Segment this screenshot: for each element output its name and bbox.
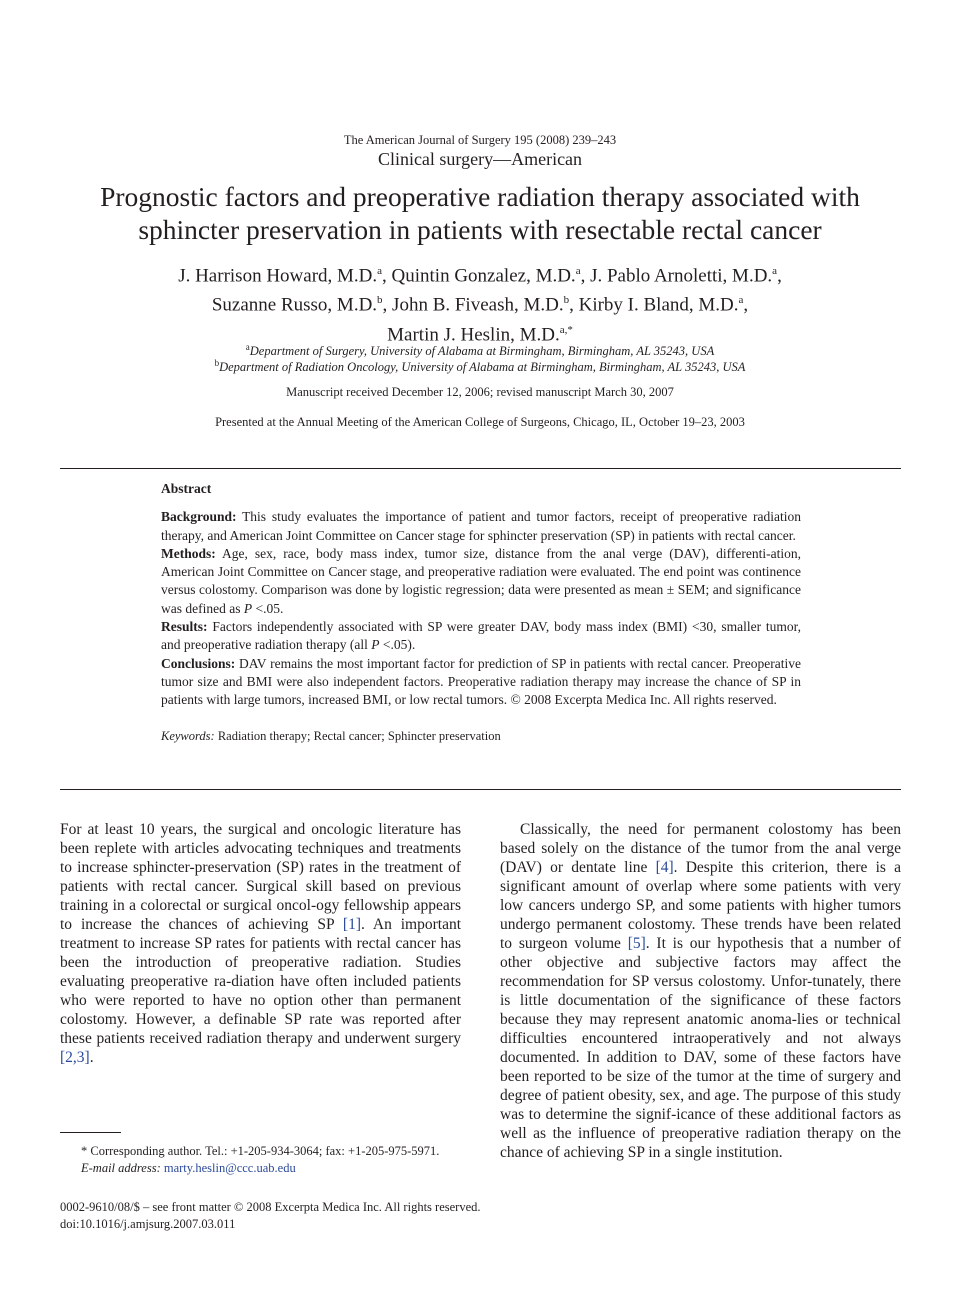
results-text: Factors independently associated with SP were greater DAV, body mass index (BMI) <30, smaller tumor, and preoperative radiation therapy (all	[161, 619, 801, 653]
author-affil: a	[772, 265, 778, 277]
affiliation-b-marker: b	[214, 358, 220, 368]
footnote	[60, 1143, 461, 1177]
abstract-background	[161, 508, 801, 545]
author-name: J. Pablo Arnoletti, M.D.	[590, 265, 773, 287]
citation-link[interactable]: [4]	[655, 859, 674, 876]
conclusions-label: Conclusions:	[161, 655, 236, 671]
abstract-heading: Abstract	[161, 481, 212, 496]
affiliation-a	[0, 342, 960, 359]
body-text: .	[89, 1049, 94, 1066]
article-title	[0, 180, 960, 246]
email-link[interactable]: marty.heslin@ccc.uab.edu	[163, 1161, 296, 1175]
results-threshold: <.05).	[382, 637, 416, 653]
citation-link[interactable]: [5]	[627, 935, 646, 952]
conclusions-text: DAV remains the most important factor for prediction of SP in patients with rectal cancer. Preoperative tumor size and BMI were also independent factors. Preoperative radiation therapy may increase the chance of SP in patients with large tumors, increased BMI, or low rectal tumors. © 2008 Excerpta Medica Inc. All rights reserved.	[161, 655, 801, 708]
author-affil: a	[377, 265, 383, 277]
affiliation-a-marker: a	[245, 342, 250, 352]
asterisk-icon: *	[567, 323, 573, 336]
affiliation-b	[0, 358, 960, 375]
author-affil: a	[575, 265, 581, 277]
journal-citation: The American Journal of Surgery 195 (2008) 239–243	[343, 133, 617, 147]
author-affil: b	[377, 294, 383, 307]
intro-paragraph-2	[500, 820, 901, 1162]
keywords	[161, 727, 801, 745]
results-label: Results:	[161, 619, 208, 635]
body-column-left	[60, 820, 461, 1067]
manuscript-dates: Manuscript received December 12, 2006; revised manuscript March 30, 2007	[286, 385, 674, 399]
author-name: Kirby I. Bland, M.D.	[578, 294, 739, 316]
body-text: . An important treatment to increase SP rates for patients with rectal cancer has been the introduction of preoperative radiation. Studies evaluating preoperative ra-diation have often included patients who were reported to have no option other than permanent colostomy. However, a definable SP rate was reported after these patients received radiation therapy and underwent surgery	[60, 916, 462, 1047]
affiliation-a-text: Department of Surgery, University of Alabama at Birmingham, Birmingham, AL 35243, USA	[249, 344, 715, 359]
title-line-2: sphincter preservation in patients with resectable rectal cancer	[138, 214, 822, 245]
results-p-symbol: P	[371, 637, 380, 653]
author-affil	[560, 324, 573, 336]
author-line-2: Suzanne Russo, M.D.$^b$, John B. Fiveash, M.D.$^b$, Kirby I. Bland, M.D.$^a$,	[211, 294, 749, 316]
top-divider	[60, 468, 901, 469]
author-list	[0, 259, 960, 347]
corresponding-author-note: * Corresponding author. Tel.: +1-205-934-3064; fax: +1-205-975-5971.	[81, 1144, 440, 1158]
body-text: For at least 10 years, the surgical and oncologic literature has been replete with articles advocating techniques and treatments to increase sphincter-preservation (SP) rates in the treatment of patients with rectal cancer. Surgical skill based on previous training in a colorectal or surgical oncol-ogy fellowship appears to increase the chances of achieving SP	[60, 821, 461, 933]
body-text: Classically, the need for permanent colostomy has been based solely on the distance of the tumor from the anal verge (DAV) or dentate line	[500, 821, 901, 876]
author-name: Quintin Gonzalez, M.D.	[391, 265, 576, 287]
abstract-results	[161, 618, 801, 655]
keywords-text: Radiation therapy; Rectal cancer; Sphincter preservation	[217, 728, 501, 743]
author-line-1: J. Harrison Howard, M.D.$^a$, Quintin Gonzalez, M.D.$^a$, J. Pablo Arnoletti, M.D.$^a$,	[178, 265, 782, 287]
doi-line: doi:10.1016/j.amjsurg.2007.03.011	[60, 1217, 236, 1231]
author-name: Martin J. Heslin, M.D.	[387, 323, 560, 345]
keywords-label: Keywords:	[161, 728, 215, 743]
methods-label: Methods:	[161, 545, 216, 561]
abstract-bottom-divider	[60, 789, 901, 790]
front-matter-footer	[60, 1199, 481, 1233]
author-affil: b	[563, 294, 570, 307]
author-name: Suzanne Russo, M.D.	[211, 294, 378, 316]
methods-p-symbol: P	[243, 600, 253, 616]
citation-link[interactable]: [1]	[342, 916, 361, 933]
abstract-conclusions	[161, 655, 801, 710]
footnote-divider	[60, 1132, 121, 1133]
methods-text: Age, sex, race, body mass index, tumor size, distance from the anal verge (DAV), differenti-ation, American Joint Committee on Cancer stage, and preoperative radiation were evaluated. The end point was continence versus colostomy. Comparison was done by logistic regression; data were presented as mean ± SEM; and significance was defined as	[161, 545, 801, 616]
citation-link[interactable]: [2,3]	[60, 1049, 90, 1066]
body-text: . It is our hypothesis that a number of other objective and subjective factors may affect the recommendation for SP versus colostomy. Unfor-tunately, there is little documentation of the significance of these factors because they may represent anatomic anoma-lies or technical difficulties encountered intraoperatively and not always documented. In addition to DAV, some of these factors have been reported to be size of the tumor at the time of surgery and degree of patient obesity, sex, and age. The purpose of this study was to determine the signif-icance of these additional factors as well as the influence of preoperative radiation therapy on the chance of achieving SP in a single institution.	[500, 935, 902, 1161]
email-label: E-mail address:	[81, 1161, 161, 1175]
title-line-1: Prognostic factors and preoperative radiation therapy associated with	[100, 181, 860, 212]
section-heading: Clinical surgery—American	[377, 149, 583, 169]
body-column-right	[500, 820, 901, 1162]
author-affil-letters: a,	[559, 323, 568, 336]
author-name: John B. Fiveash, M.D.	[392, 294, 564, 316]
abstract	[161, 480, 801, 745]
intro-paragraph-1	[60, 820, 461, 1067]
abstract-methods	[161, 545, 801, 618]
issn-line: 0002-9610/08/$ – see front matter © 2008 Excerpta Medica Inc. All rights reserved.	[60, 1200, 481, 1214]
body-text: . Despite this criterion, there is a significant amount of overlap where some patients with very low cancers undergo SP, and some patients with higher tumors undergo permanent colostomy. These trends have been related to surgeon volume	[500, 859, 902, 952]
methods-threshold: <.05.	[255, 600, 284, 616]
presentation-note: Presented at the Annual Meeting of the American College of Surgeons, Chicago, IL, October 19–23, 2003	[215, 415, 745, 429]
affiliation-b-text: Department of Radiation Oncology, University of Alabama at Birmingham, Birmingham, AL 35243, USA	[219, 360, 746, 375]
email-line	[60, 1160, 461, 1177]
background-text: This study evaluates the importance of patient and tumor factors, receipt of preoperative radiation therapy, and American Joint Committee on Cancer stage for sphincter preservation (SP) in patients with rectal cancer.	[161, 509, 801, 543]
author-name: J. Harrison Howard, M.D.	[178, 265, 378, 287]
author-affil: a	[738, 294, 744, 307]
background-label: Background:	[161, 509, 237, 525]
